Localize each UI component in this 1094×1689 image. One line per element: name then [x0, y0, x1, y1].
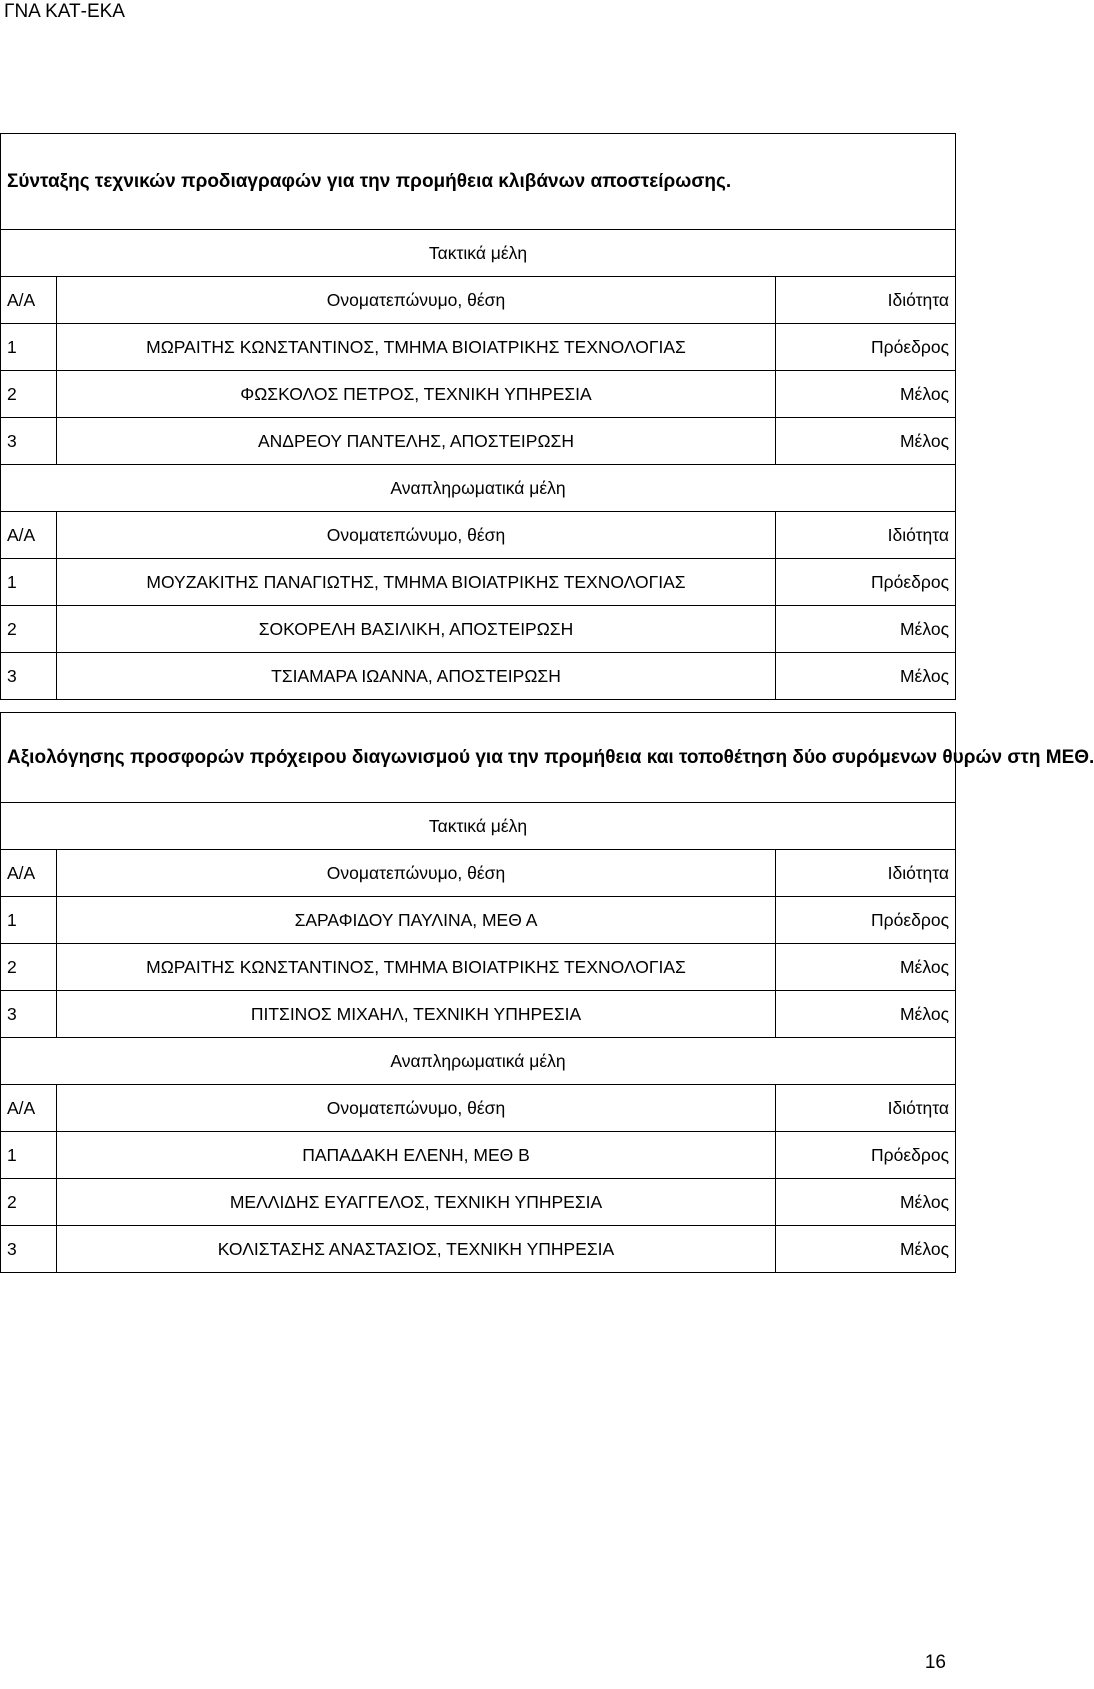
- header-row: [1, 1085, 956, 1132]
- column-header-aa: Α/Α: [1, 1085, 57, 1132]
- member-number: 2: [1, 944, 57, 991]
- member-name: ΜΕΛΛΙΔΗΣ ΕΥΑΓΓΕΛΟΣ, ΤΕΧΝΙΚΗ ΥΠΗΡΕΣΙΑ: [57, 1179, 776, 1226]
- member-row: [1, 559, 956, 606]
- member-name: ΜΩΡΑΙΤΗΣ ΚΩΝΣΤΑΝΤΙΝΟΣ, ΤΜΗΜΑ ΒΙΟΙΑΤΡΙΚΗΣ ΤΕΧΝΟΛΟΓΙΑΣ: [57, 944, 776, 991]
- member-number: 3: [1, 991, 57, 1038]
- column-header-role: Ιδιότητα: [776, 512, 956, 559]
- column-header-role: Ιδιότητα: [776, 850, 956, 897]
- section-label-row: [1, 1038, 956, 1085]
- member-role: Μέλος: [776, 944, 956, 991]
- member-row: [1, 1179, 956, 1226]
- column-header-role: Ιδιότητα: [776, 277, 956, 324]
- member-name: ΠΙΤΣΙΝΟΣ ΜΙΧΑΗΛ, ΤΕΧΝΙΚΗ ΥΠΗΡΕΣΙΑ: [57, 991, 776, 1038]
- member-role: Μέλος: [776, 1179, 956, 1226]
- member-name: ΦΩΣΚΟΛΟΣ ΠΕΤΡΟΣ, ΤΕΧΝΙΚΗ ΥΠΗΡΕΣΙΑ: [57, 371, 776, 418]
- member-name: ΜΟΥΖΑΚΙΤΗΣ ΠΑΝΑΓΙΩΤΗΣ, ΤΜΗΜΑ ΒΙΟΙΑΤΡΙΚΗΣ ΤΕΧΝΟΛΟΓΙΑΣ: [57, 559, 776, 606]
- member-number: 2: [1, 1179, 57, 1226]
- committee-title-row: [1, 134, 956, 230]
- member-role: Πρόεδρος: [776, 324, 956, 371]
- member-role: Μέλος: [776, 1226, 956, 1273]
- member-name: ΑΝΔΡΕΟΥ ΠΑΝΤΕΛΗΣ, ΑΠΟΣΤΕΙΡΩΣΗ: [57, 418, 776, 465]
- member-role: Μέλος: [776, 653, 956, 700]
- header-row: [1, 850, 956, 897]
- member-number: 3: [1, 653, 57, 700]
- member-row: [1, 418, 956, 465]
- column-header-aa: Α/Α: [1, 512, 57, 559]
- committee-table: [0, 133, 956, 700]
- column-header-name: Ονοματεπώνυμο, θέση: [57, 850, 776, 897]
- member-role: Πρόεδρος: [776, 1132, 956, 1179]
- running-header: ΓΝΑ ΚΑΤ-ΕΚΑ: [4, 1, 125, 22]
- member-role: Πρόεδρος: [776, 897, 956, 944]
- member-role: Μέλος: [776, 418, 956, 465]
- member-number: 1: [1, 559, 57, 606]
- column-header-role: Ιδιότητα: [776, 1085, 956, 1132]
- column-header-aa: Α/Α: [1, 277, 57, 324]
- member-row: [1, 991, 956, 1038]
- committee-title-row: [1, 713, 956, 803]
- section-label-row: [1, 803, 956, 850]
- member-number: 1: [1, 897, 57, 944]
- alternate-members-label: Αναπληρωματικά μέλη: [1, 1038, 956, 1085]
- regular-members-label: Τακτικά μέλη: [1, 230, 956, 277]
- committee-title: Αξιολόγησης προσφορών πρόχειρου διαγωνισμού για την προμήθεια και τοποθέτηση δύο συρόμενων θυρών στη ΜΕΘ.: [1, 713, 956, 803]
- column-header-aa: Α/Α: [1, 850, 57, 897]
- member-role: Μέλος: [776, 371, 956, 418]
- member-row: [1, 324, 956, 371]
- member-row: [1, 897, 956, 944]
- member-number: 2: [1, 606, 57, 653]
- member-row: [1, 653, 956, 700]
- member-name: ΣΑΡΑΦΙΔΟΥ ΠΑΥΛΙΝΑ, ΜΕΘ Α: [57, 897, 776, 944]
- section-label-row: [1, 465, 956, 512]
- member-row: [1, 944, 956, 991]
- member-role: Μέλος: [776, 606, 956, 653]
- member-role: Πρόεδρος: [776, 559, 956, 606]
- header-row: [1, 277, 956, 324]
- member-number: 1: [1, 1132, 57, 1179]
- section-label-row: [1, 230, 956, 277]
- member-number: 2: [1, 371, 57, 418]
- member-name: ΜΩΡΑΙΤΗΣ ΚΩΝΣΤΑΝΤΙΝΟΣ, ΤΜΗΜΑ ΒΙΟΙΑΤΡΙΚΗΣ ΤΕΧΝΟΛΟΓΙΑΣ: [57, 324, 776, 371]
- committee-title: Σύνταξης τεχνικών προδιαγραφών για την προμήθεια κλιβάνων αποστείρωσης.: [1, 134, 956, 230]
- page-number: 16: [924, 1652, 946, 1673]
- column-header-name: Ονοματεπώνυμο, θέση: [57, 277, 776, 324]
- member-number: 3: [1, 418, 57, 465]
- member-role: Μέλος: [776, 991, 956, 1038]
- alternate-members-label: Αναπληρωματικά μέλη: [1, 465, 956, 512]
- header-row: [1, 512, 956, 559]
- regular-members-label: Τακτικά μέλη: [1, 803, 956, 850]
- member-row: [1, 1132, 956, 1179]
- member-name: ΚΟΛΙΣΤΑΣΗΣ ΑΝΑΣΤΑΣΙΟΣ, ΤΕΧΝΙΚΗ ΥΠΗΡΕΣΙΑ: [57, 1226, 776, 1273]
- column-header-name: Ονοματεπώνυμο, θέση: [57, 1085, 776, 1132]
- committee-table: [0, 712, 1094, 1273]
- member-number: 1: [1, 324, 57, 371]
- column-header-name: Ονοματεπώνυμο, θέση: [57, 512, 776, 559]
- member-row: [1, 371, 956, 418]
- member-name: ΣΟΚΟΡΕΛΗ ΒΑΣΙΛΙΚΗ, ΑΠΟΣΤΕΙΡΩΣΗ: [57, 606, 776, 653]
- member-row: [1, 1226, 956, 1273]
- member-number: 3: [1, 1226, 57, 1273]
- member-name: ΠΑΠΑΔΑΚΗ ΕΛΕΝΗ, ΜΕΘ Β: [57, 1132, 776, 1179]
- member-row: [1, 606, 956, 653]
- member-name: ΤΣΙΑΜΑΡΑ ΙΩΑΝΝΑ, ΑΠΟΣΤΕΙΡΩΣΗ: [57, 653, 776, 700]
